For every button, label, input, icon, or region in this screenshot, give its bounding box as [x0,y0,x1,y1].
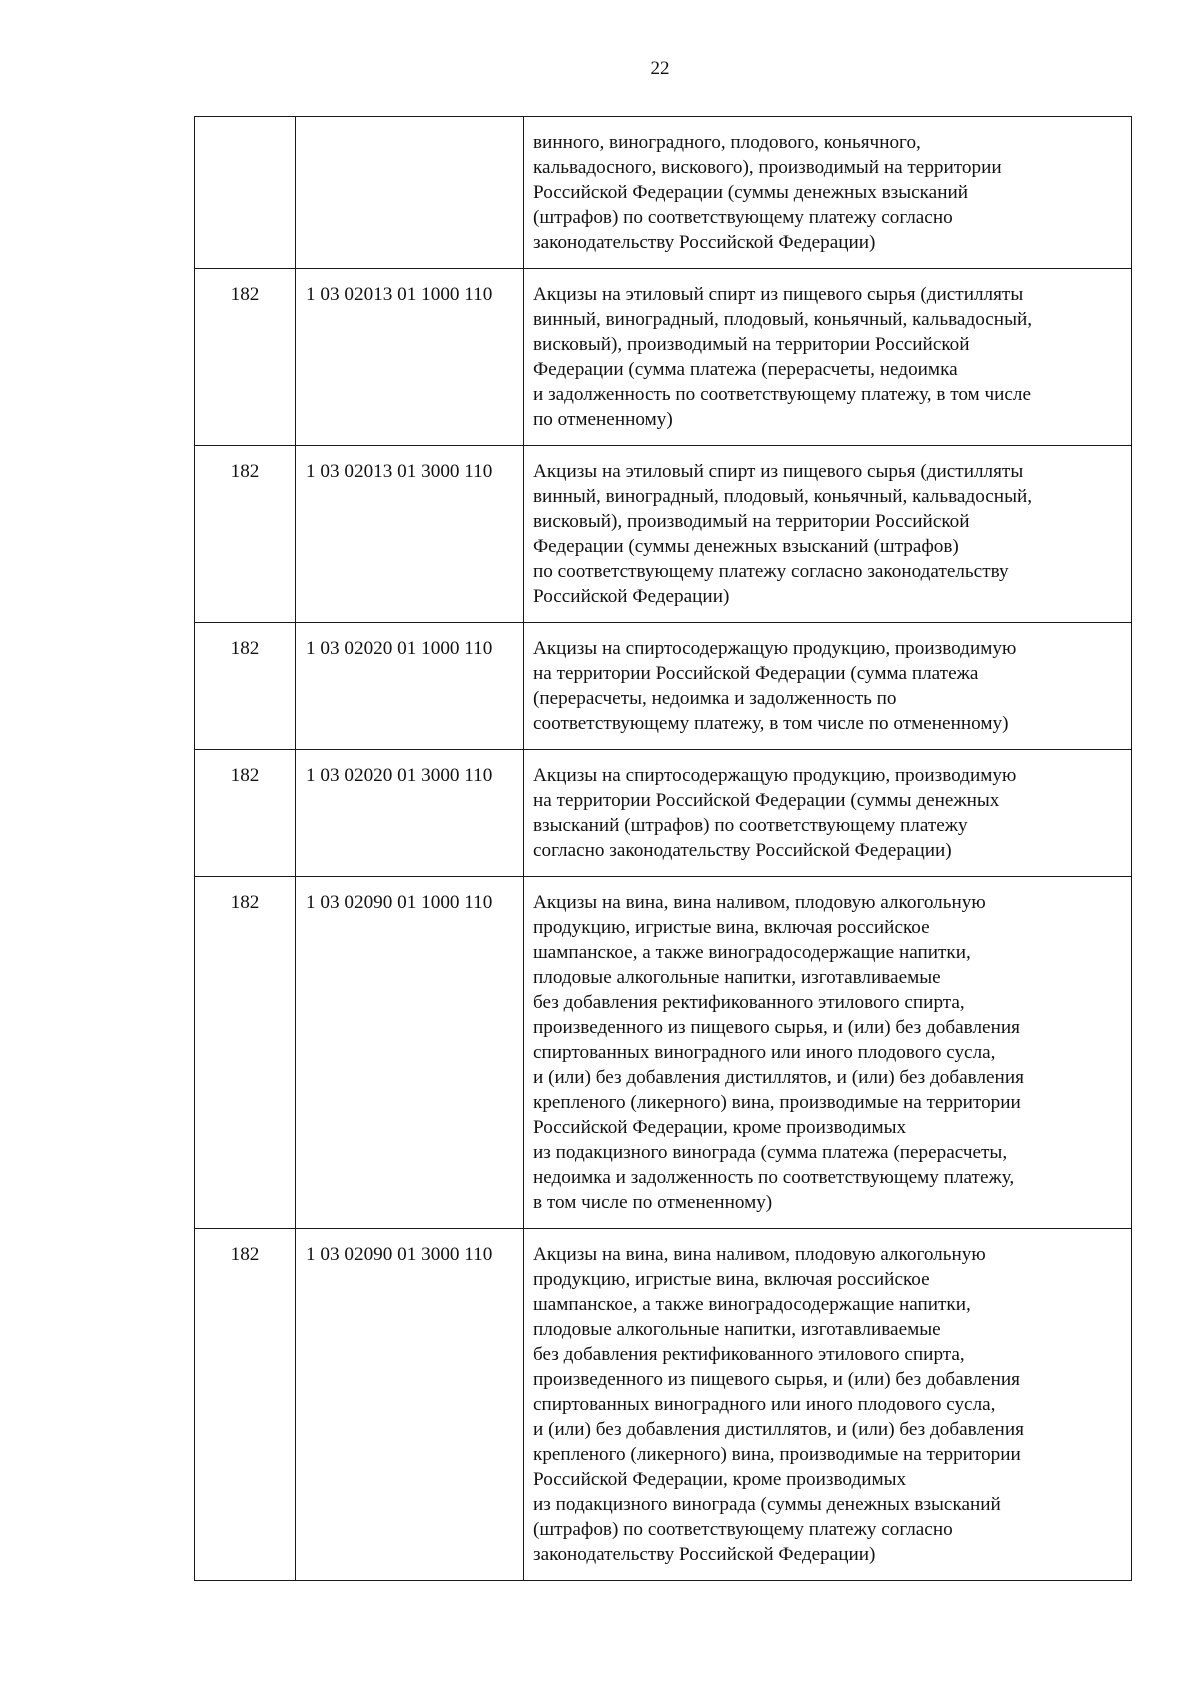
description-line: Федерации (сумма платежа (перерасчеты, недоимка [533,359,958,380]
description-line: шампанское, а также виноградосодержащие напитки, [533,1294,971,1315]
classification-code-cell: 1 03 02013 01 3000 110 [296,446,524,623]
table-row [195,1229,1132,1581]
description-line: плодовые алкогольные напитки, изготавливаемые [533,967,941,988]
table-row [195,750,1132,877]
description-line: плодовые алкогольные напитки, изготавливаемые [533,1319,941,1340]
classification-code-cell: 1 03 02020 01 1000 110 [296,623,524,750]
description-line: продукцию, игристые вина, включая российское [533,917,930,938]
table-body [195,117,1132,1581]
description-line: соответствующему платежу, в том числе по отмененному) [533,713,1009,734]
description-line: Акцизы на этиловый спирт из пищевого сырья (дистилляты [533,284,1024,305]
description-line: спиртованных виноградного или иного плодового сусла, [533,1394,996,1415]
administrator-code-cell: 182 [195,269,296,446]
classification-code-cell: 1 03 02090 01 1000 110 [296,877,524,1229]
description-line: Российской Федерации, кроме производимых [533,1469,907,1490]
administrator-code-cell: 182 [195,750,296,877]
classification-code-cell: 1 03 02020 01 3000 110 [296,750,524,877]
description-line: (перерасчеты, недоимка и задолженность по [533,688,897,709]
description-cell [524,623,1132,750]
classification-code-cell: 1 03 02013 01 1000 110 [296,269,524,446]
description-line: крепленого (ликерного) вина, производимые на территории [533,1444,1021,1465]
description-line: в том числе по отмененному) [533,1192,773,1213]
description-cell [524,446,1132,623]
table-row [195,117,1132,269]
description-line: и (или) без добавления дистиллятов, и (или) без добавления [533,1419,1024,1440]
classification-code-cell [296,117,524,269]
description-line: недоимка и задолженность по соответствующему платежу, [533,1167,1015,1188]
administrator-code-cell: 182 [195,1229,296,1581]
description-line: по соответствующему платежу согласно законодательству [533,561,1009,582]
description-line: висковый), производимый на территории Российской [533,334,970,355]
description-cell [524,750,1132,877]
description-line: Акцизы на спиртосодержащую продукцию, производимую [533,765,1017,786]
table-row [195,269,1132,446]
description-line: из подакцизного винограда (сумма платежа (перерасчеты, [533,1142,1008,1163]
description-line: (штрафов) по соответствующему платежу согласно [533,1519,953,1540]
description-line: винный, виноградный, плодовый, коньячный, кальвадосный, [533,486,1033,507]
page-number: 22 [650,58,670,79]
description-line: без добавления ректификованного этилового спирта, [533,992,965,1013]
description-line: и задолженность по соответствующему платежу, в том числе [533,384,1032,405]
administrator-code-cell: 182 [195,446,296,623]
description-line: Акцизы на вина, вина наливом, плодовую алкогольную [533,892,986,913]
description-line: продукцию, игристые вина, включая российское [533,1269,930,1290]
description-cell [524,877,1132,1229]
table-row [195,623,1132,750]
description-line: Российской Федерации) [533,586,730,607]
description-line: шампанское, а также виноградосодержащие напитки, [533,942,971,963]
description-line: винный, виноградный, плодовый, коньячный, кальвадосный, [533,309,1033,330]
description-line: Акцизы на этиловый спирт из пищевого сырья (дистилляты [533,461,1024,482]
administrator-code-cell: 182 [195,877,296,1229]
description-line: кальвадосного, вискового), производимый на территории [533,157,1002,178]
budget-classification-table [194,116,1132,1581]
description-line: законодательству Российской Федерации) [533,1544,876,1565]
description-line: произведенного из пищевого сырья, и (или) без добавления [533,1017,1020,1038]
description-line: винного, виноградного, плодового, коньячного, [533,132,921,153]
description-line: Российской Федерации, кроме производимых [533,1117,907,1138]
administrator-code-cell: 182 [195,623,296,750]
description-line: Федерации (суммы денежных взысканий (штрафов) [533,536,959,557]
description-cell [524,269,1132,446]
table-row [195,446,1132,623]
description-line: из подакцизного винограда (суммы денежных взысканий [533,1494,1001,1515]
description-line: взысканий (штрафов) по соответствующему платежу [533,815,968,836]
description-line: согласно законодательству Российской Федерации) [533,840,952,861]
description-cell [524,1229,1132,1581]
description-line: законодательству Российской Федерации) [533,232,876,253]
administrator-code-cell [195,117,296,269]
table-row [195,877,1132,1229]
description-line: и (или) без добавления дистиллятов, и (или) без добавления [533,1067,1024,1088]
description-line: по отмененному) [533,409,673,430]
description-line: на территории Российской Федерации (суммы денежных [533,790,1000,811]
description-line: Российской Федерации (суммы денежных взысканий [533,182,969,203]
description-line: висковый), производимый на территории Российской [533,511,970,532]
description-line: на территории Российской Федерации (сумма платежа [533,663,979,684]
description-line: произведенного из пищевого сырья, и (или) без добавления [533,1369,1020,1390]
description-line: Акцизы на вина, вина наливом, плодовую алкогольную [533,1244,986,1265]
description-line: крепленого (ликерного) вина, производимые на территории [533,1092,1021,1113]
description-line: спиртованных виноградного или иного плодового сусла, [533,1042,996,1063]
classification-code-cell: 1 03 02090 01 3000 110 [296,1229,524,1581]
description-cell [524,117,1132,269]
description-line: Акцизы на спиртосодержащую продукцию, производимую [533,638,1017,659]
description-line: без добавления ректификованного этилового спирта, [533,1344,965,1365]
description-line: (штрафов) по соответствующему платежу согласно [533,207,953,228]
